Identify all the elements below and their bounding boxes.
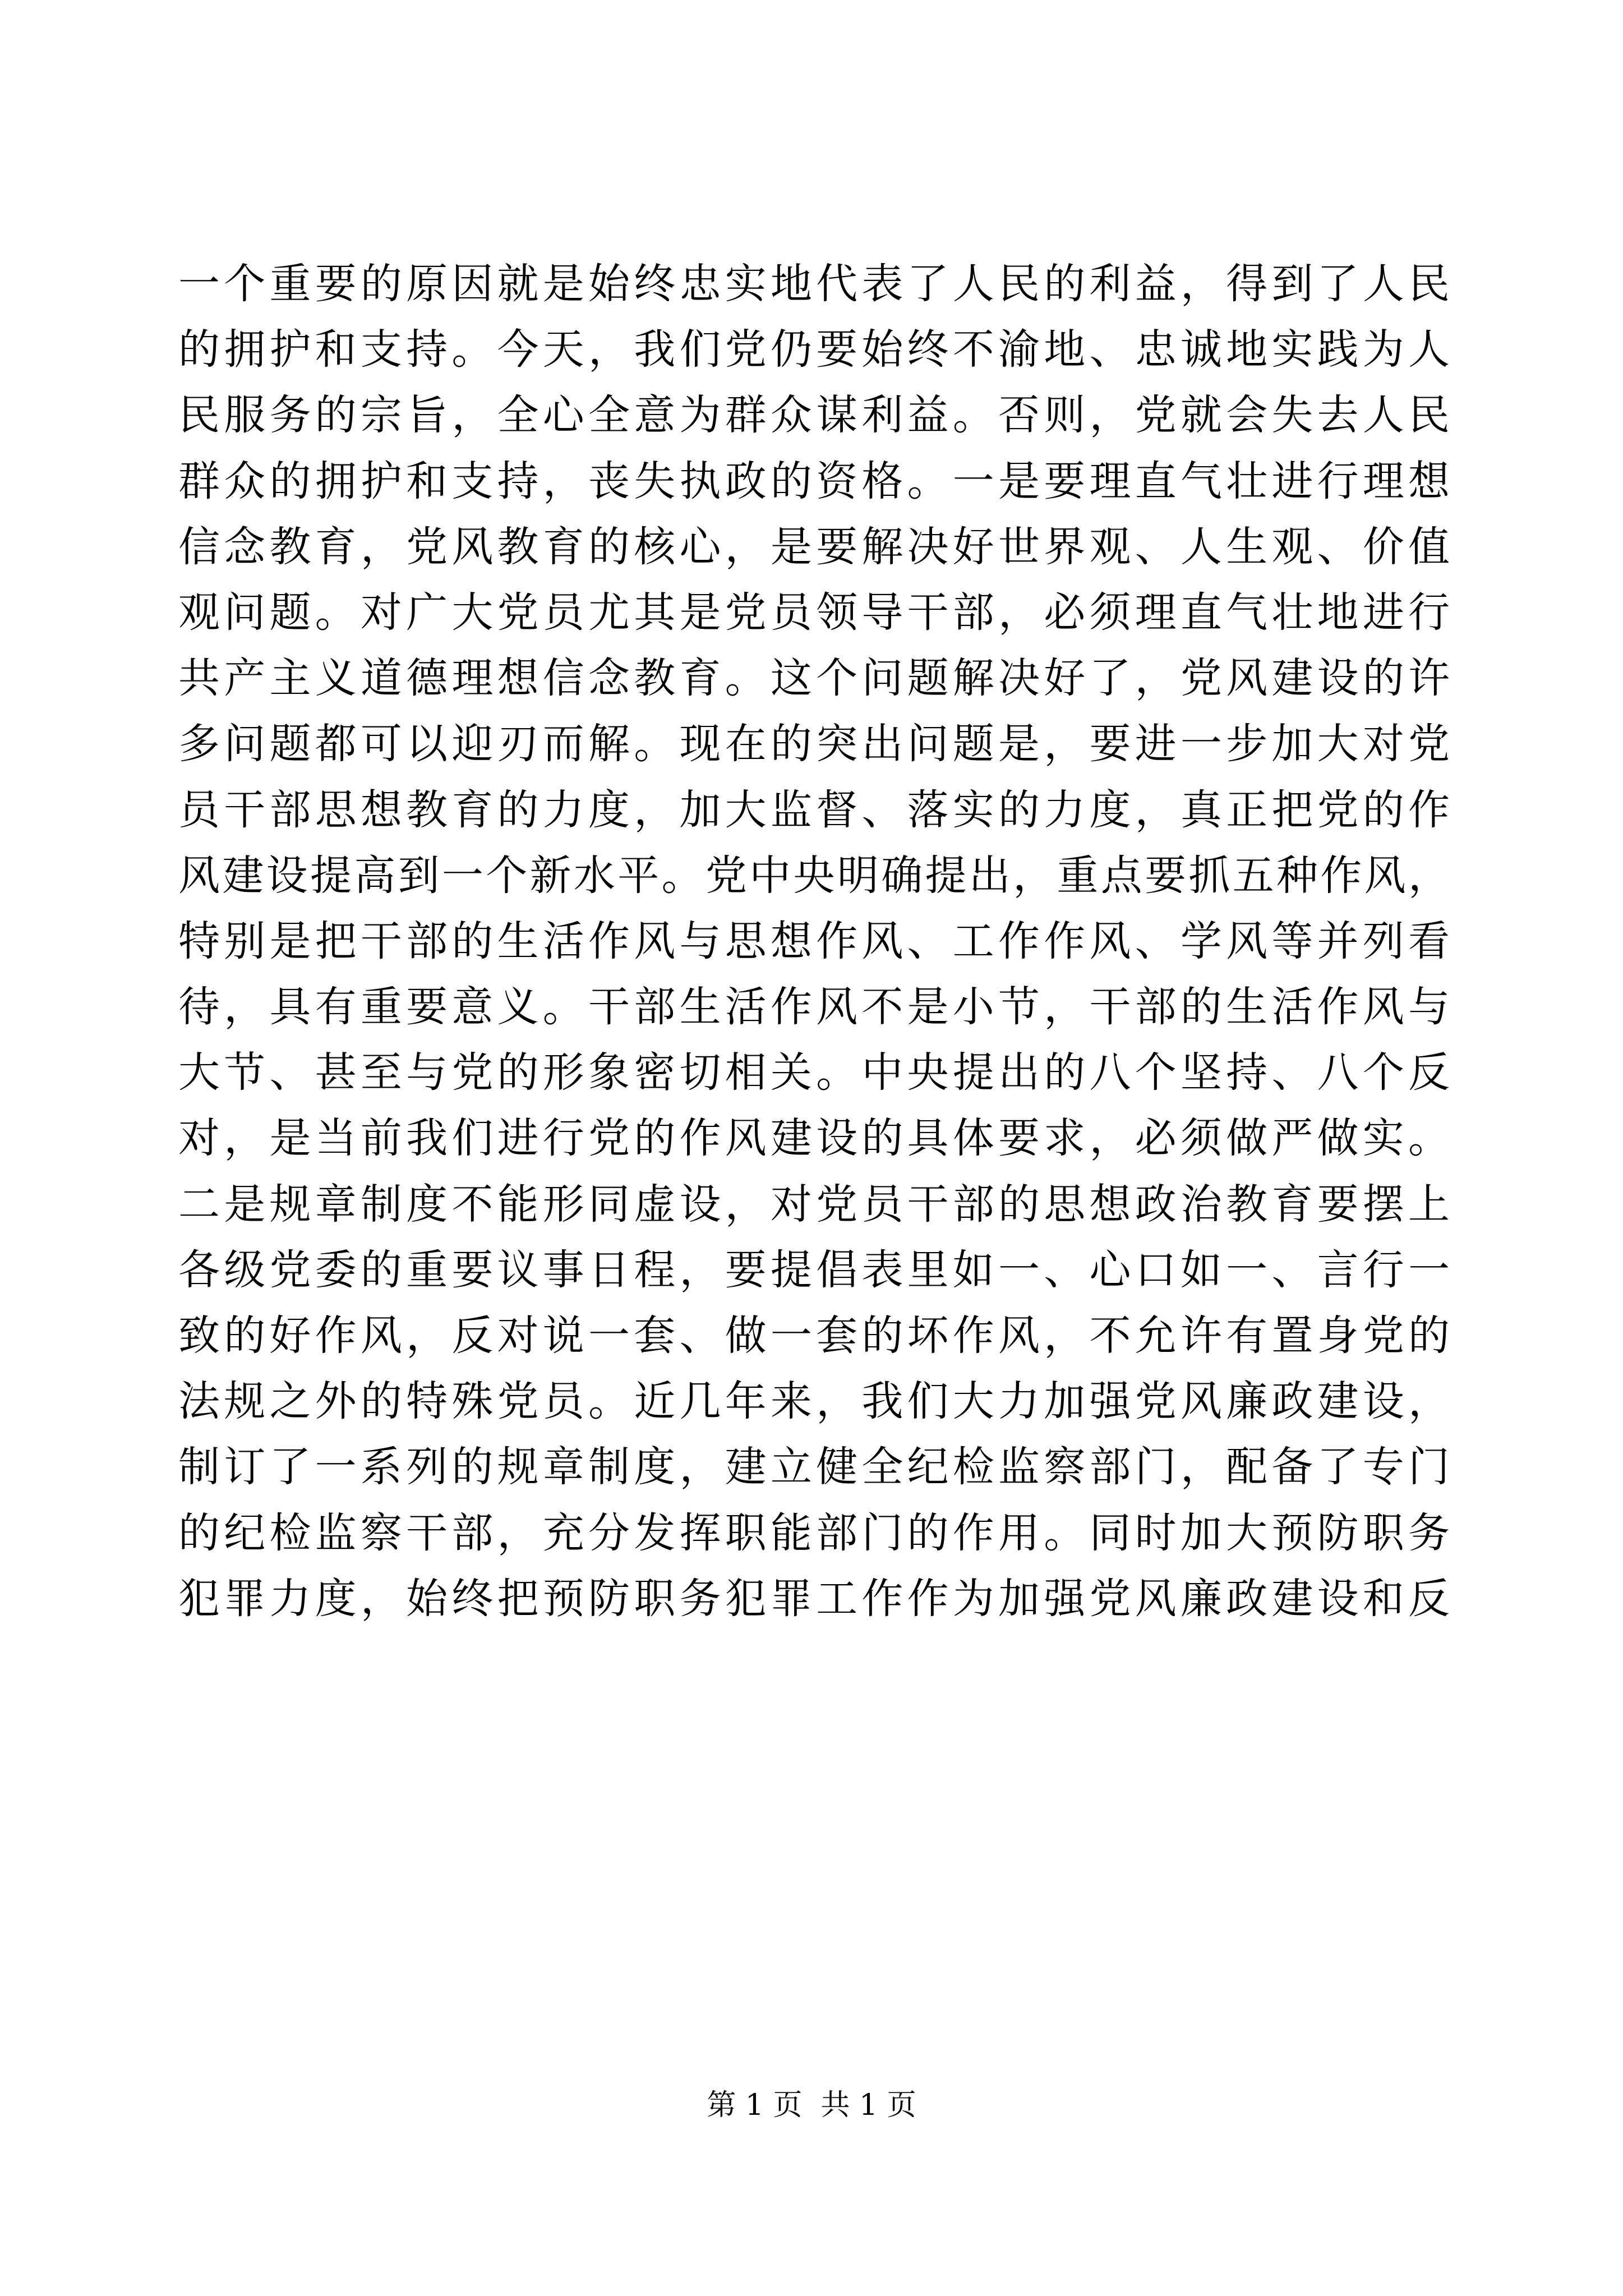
text-line-17: 致的好作风，反对说一套、做一套的坏作风，不允许有置身党的 [178,1312,1451,1360]
text-line-10: 风建设提高到一个新水平。党中央明确提出，重点要抓五种作风， [178,851,1451,900]
text-line-13: 大节、甚至与党的形象密切相关。中央提出的八个坚持、八个反 [178,1048,1451,1097]
text-line-7: 共产主义道德理想信念教育。这个问题解决好了，党风建设的许 [178,654,1451,703]
text-line-12: 待，具有重要意义。干部生活作风不是小节，干部的生活作风与 [178,983,1451,1032]
text-line-8: 多问题都可以迎刃而解。现在的突出问题是，要进一步加大对党 [178,720,1451,769]
text-line-2: 的拥护和支持。今天，我们党仍要始终不渝地、忠诚地实践为人 [178,325,1451,374]
text-line-5: 信念教育，党风教育的核心，是要解决好世界观、人生观、价值 [178,522,1451,571]
text-line-9: 员干部思想教育的力度，加大监督、落实的力度，真正把党的作 [178,785,1451,834]
body-text [178,251,1451,1632]
text-line-3: 民服务的宗旨，全心全意为群众谋利益。否则，党就会失去人民 [178,391,1451,440]
text-line-4: 群众的拥护和支持，丧失执政的资格。一是要理直气壮进行理想 [178,457,1451,505]
text-line-16: 各级党委的重要议事日程，要提倡表里如一、心口如一、言行一 [178,1245,1451,1294]
text-line-15: 二是规章制度不能形同虚设，对党员干部的思想政治教育要摆上 [178,1180,1451,1228]
text-line-6: 观问题。对广大党员尤其是党员领导干部，必须理直气壮地进行 [178,588,1451,637]
text-line-19: 制订了一系列的规章制度，建立健全纪检监察部门，配备了专门 [178,1443,1451,1492]
text-line-18: 法规之外的特殊党员。近几年来，我们大力加强党风廉政建设， [178,1377,1451,1426]
text-line-1: 一个重要的原因就是始终忠实地代表了人民的利益，得到了人民 [178,260,1451,308]
text-line-20: 的纪检监察干部，充分发挥职能部门的作用。同时加大预防职务 [178,1508,1451,1557]
text-line-21: 犯罪力度，始终把预防职务犯罪工作作为加强党风廉政建设和反 [178,1574,1451,1623]
text-line-14: 对，是当前我们进行党的作风建设的具体要求，必须做严做实。 [178,1114,1451,1163]
text-line-11: 特别是把干部的生活作风与思想作风、工作作风、学风等并列看 [178,917,1451,965]
page-number-footer: 第 1 页 共 1 页 [707,2088,916,2122]
